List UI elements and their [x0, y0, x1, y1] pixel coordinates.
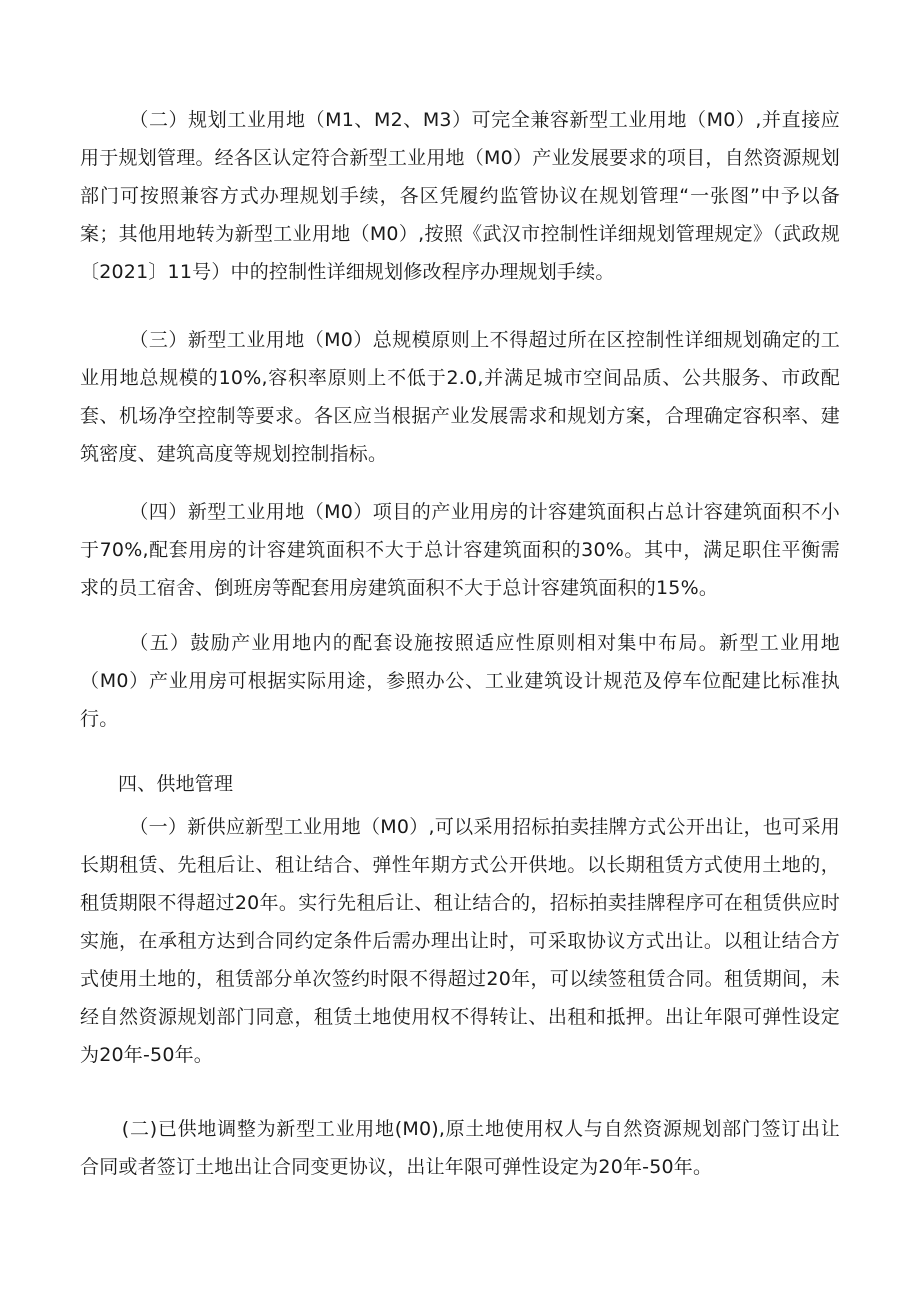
paragraph-2-zoning-compatibility: （二）规划工业用地（M1、M2、M3）可完全兼容新型工业用地（M0）,并直接应用于规划管理。经各区认定符合新型工业用地（M0）产业发展要求的项目，自然资源规划部门可按照兼容方式办理规划手续，各区凭履约监管协议在规划管理“一张图”中予以备案；其他用地转为新型工业用地（M0）,按照《武汉市控制性详细规划管理规定》（武政规〔2021〕11号）中的控制性详细规划修改程序办理规划手续。 [80, 109, 840, 283]
paragraph-3-total-scale: （三）新型工业用地（M0）总规模原则上不得超过所在区控制性详细规划确定的工业用地总规模的10%,容积率原则上不低于2.0,并满足城市空间品质、公共服务、市政配套、机场净空控制等要求。各区应当根据产业发展需求和规划方案，合理确定容积率、建筑密度、建筑高度等规划控制指标。 [80, 329, 840, 465]
paragraph-4-floor-area-ratio: （四）新型工业用地（M0）项目的产业用房的计容建筑面积占总计容建筑面积不小于70%,配套用房的计容建筑面积不大于总计容建筑面积的30%。其中，满足职住平衡需求的员工宿舍、倒班房等配套用房建筑面积不大于总计容建筑面积的15%。 [80, 501, 840, 599]
paragraph-5-supporting-facilities: （五）鼓励产业用地内的配套设施按照适应性原则相对集中布局。新型工业用地（M0）产业用房可根据实际用途，参照办公、工业建筑设计规范及停车位配建比标准执行。 [80, 632, 840, 730]
paragraph-1-new-land-supply: （一）新供应新型工业用地（M0）,可以采用招标拍卖挂牌方式公开出让，也可采用长期租赁、先租后让、租让结合、弹性年期方式公开供地。以长期租赁方式使用土地的，租赁期限不得超过20年。实行先租后让、租让结合的，招标拍卖挂牌程序可在租赁供应时实施，在承租方达到合同约定条件后需办理出让时，可采取协议方式出让。以租让结合方式使用土地的，租赁部分单次签约时限不得超过20年，可以续签租赁合同。租赁期间，未经自然资源规划部门同意，租赁土地使用权不得转让、出租和抵押。出让年限可弹性设定为20年-50年。 [80, 816, 840, 1066]
paragraph-2-adjusted-land: (二)已供地调整为新型工业用地(M0),原土地使用权人与自然资源规划部门签订出让合同或者签订土地出让合同变更协议，出让年限可弹性设定为20年-50年。 [80, 1118, 840, 1178]
section-heading-land-supply: 四、供地管理 [118, 773, 234, 795]
